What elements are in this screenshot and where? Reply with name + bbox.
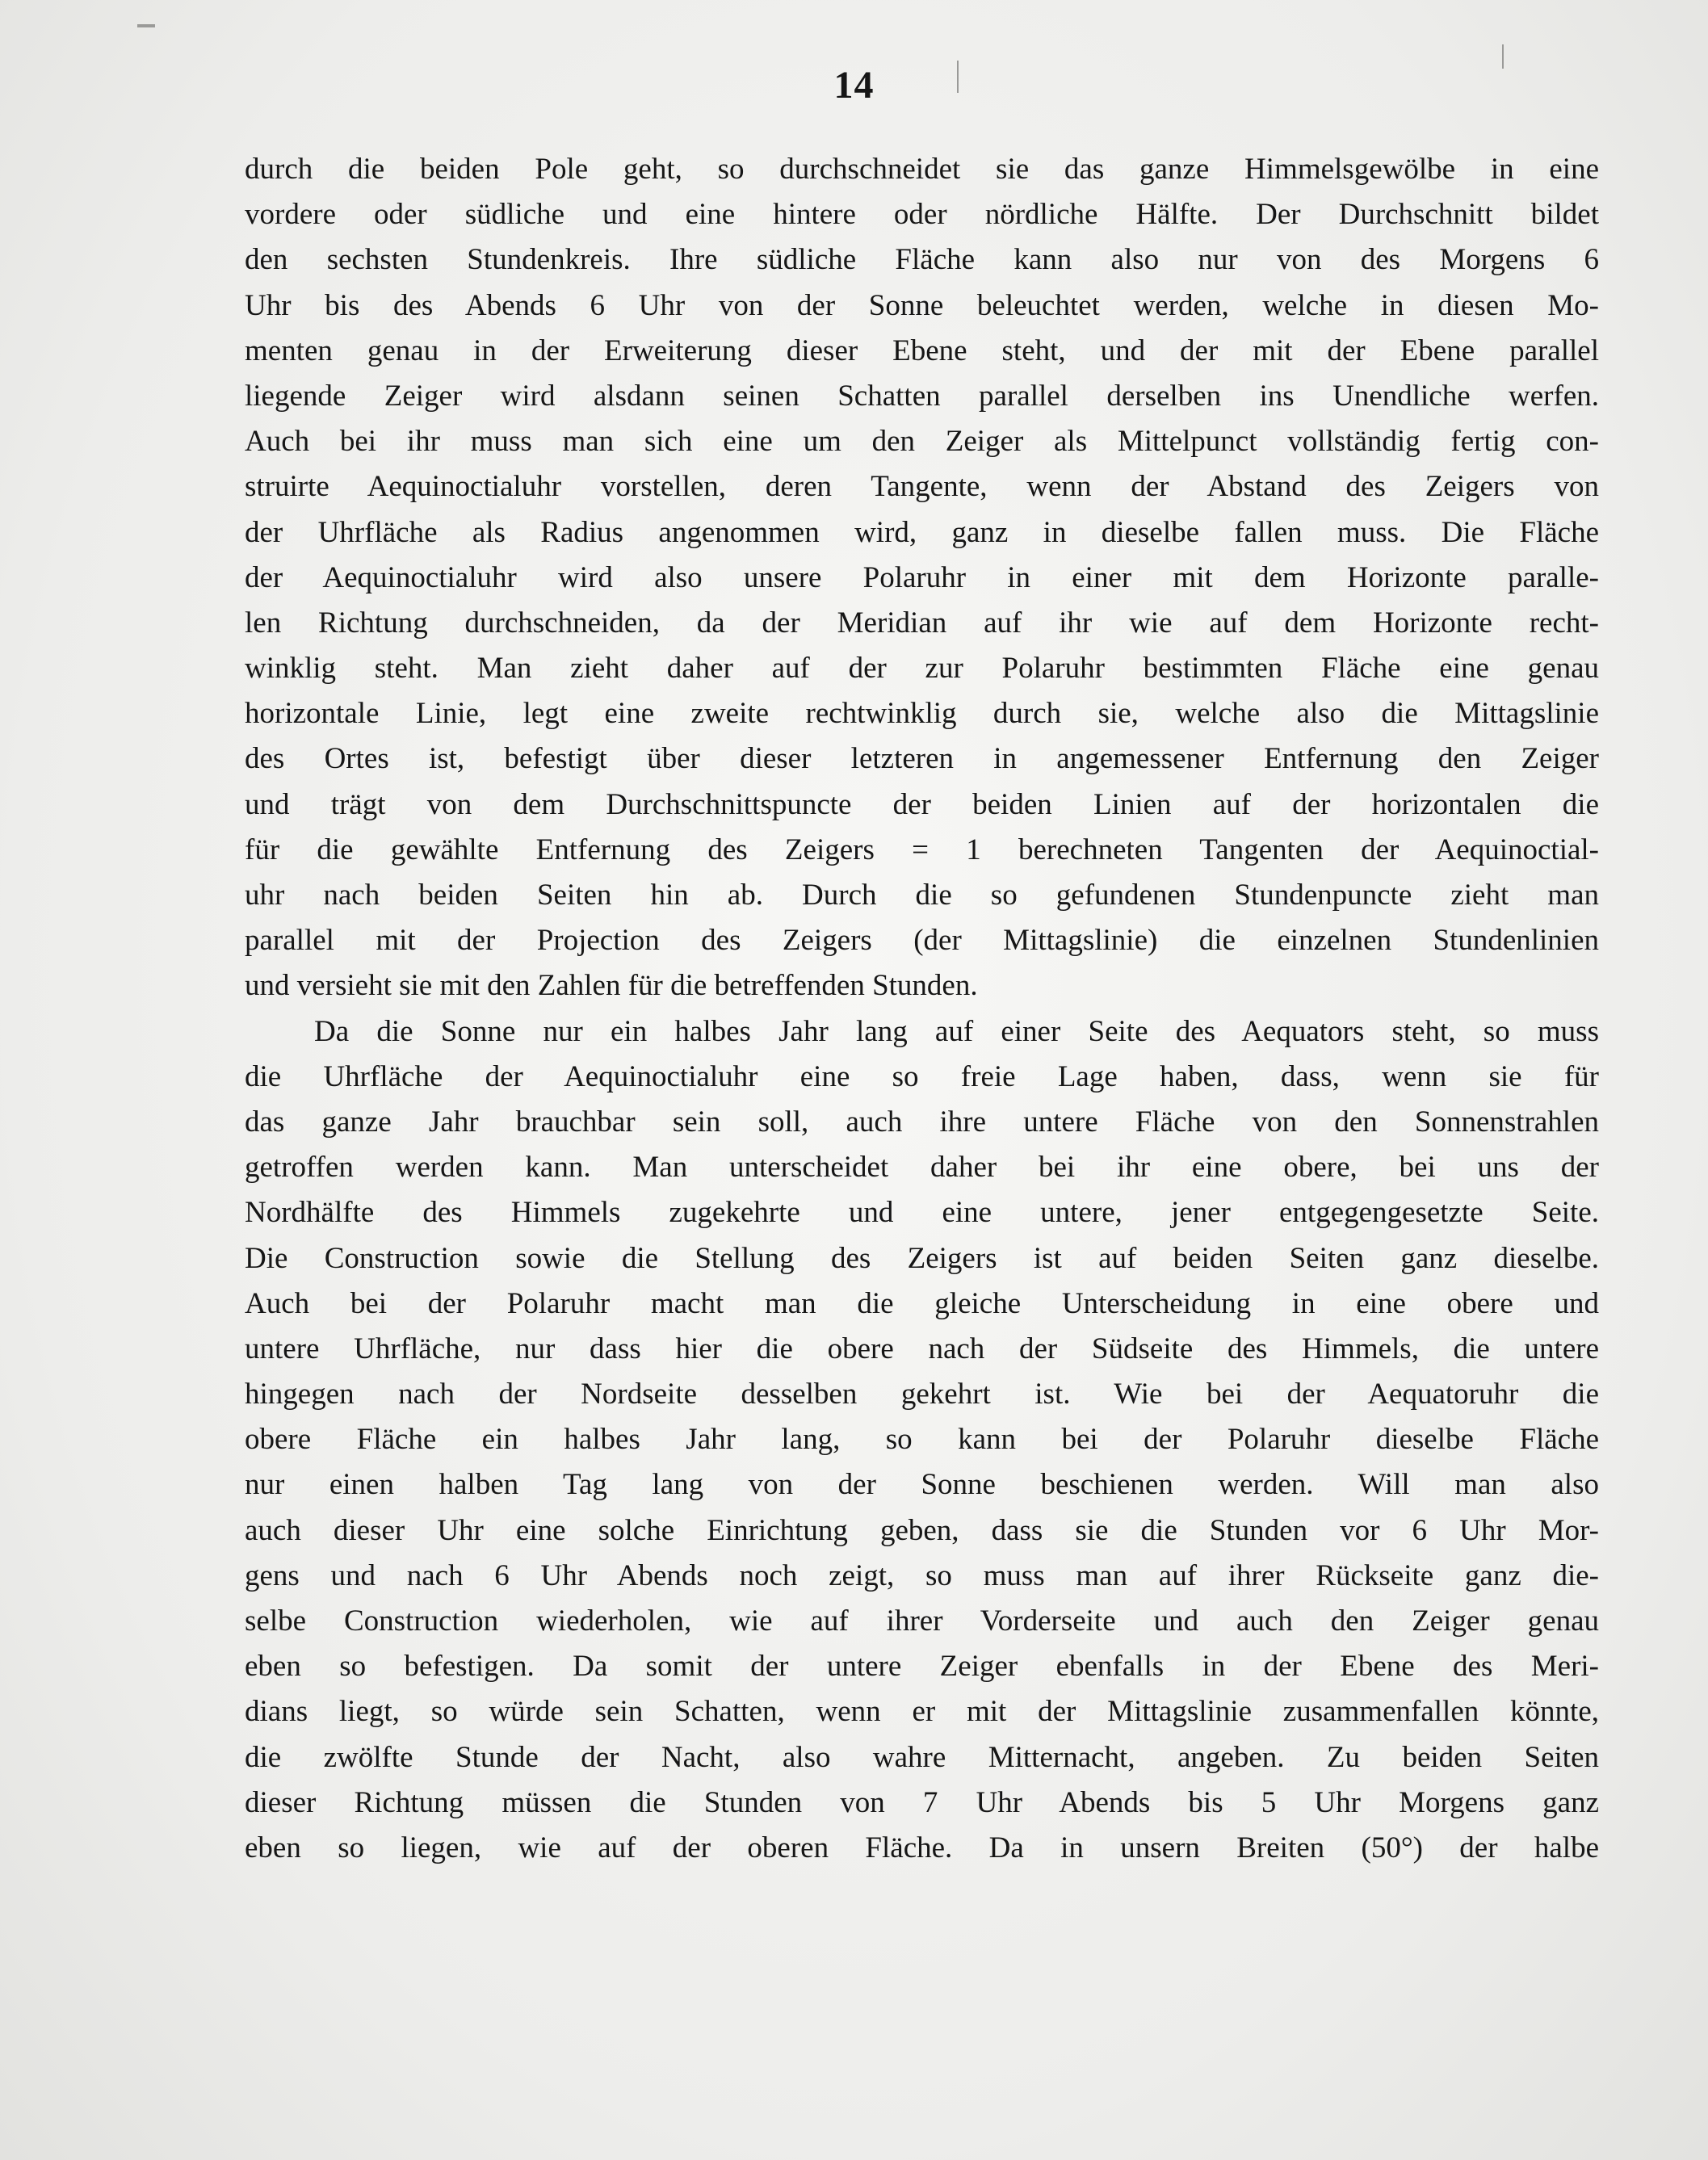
paragraph — [245, 147, 1599, 1009]
text-line: Auch bei ihr muss man sich eine um den Zeiger als Mittelpunct vollständig fertig con- — [245, 425, 1599, 459]
body-text — [245, 147, 1599, 1871]
text-line: den sechsten Stundenkreis. Ihre südliche Fläche kann also nur von des Morgens 6 — [245, 243, 1599, 277]
text-line: durch die beiden Pole geht, so durchschneidet sie das ganze Himmelsgewölbe in eine — [245, 153, 1599, 186]
text-line: und trägt von dem Durchschnittspuncte der beiden Linien auf der horizontalen die — [245, 787, 1599, 821]
text-line: untere Uhrfläche, nur dass hier die obere nach der Südseite des Himmels, die untere — [245, 1332, 1599, 1365]
text-line: auch dieser Uhr eine solche Einrichtung geben, dass sie die Stunden vor 6 Uhr Mor- — [245, 1513, 1599, 1547]
text-line: selbe Construction wiederholen, wie auf ihrer Vorderseite und auch den Zeiger genau — [245, 1604, 1599, 1638]
text-line: Uhr bis des Abends 6 Uhr von der Sonne beleuchtet werden, welche in diesen Mo- — [245, 288, 1599, 322]
text-line: uhr nach beiden Seiten hin ab. Durch die so gefundenen Stundenpuncte zieht man — [245, 879, 1599, 912]
text-line: Auch bei der Polaruhr macht man die gleiche Unterscheidung in eine obere und — [245, 1286, 1599, 1320]
text-line: der Aequinoctialuhr wird also unsere Polaruhr in einer mit dem Horizonte paralle- — [245, 560, 1599, 594]
text-line: des Ortes ist, befestigt über dieser letzteren in angemessener Entfernung den Zeiger — [245, 742, 1599, 776]
paragraph — [245, 1009, 1599, 1872]
page-number: 14 — [833, 64, 875, 107]
text-line: liegende Zeiger wird alsdann seinen Schatten parallel derselben ins Unendliche werfen. — [245, 379, 1599, 413]
text-line: die zwölfte Stunde der Nacht, also wahre Mitternacht, angeben. Zu beiden Seiten — [245, 1740, 1599, 1774]
text-line: nur einen halben Tag lang von der Sonne beschienen werden. Will man also — [245, 1468, 1599, 1502]
text-line: eben so liegen, wie auf der oberen Fläche. Da in unsern Breiten (50°) der halbe — [245, 1831, 1599, 1864]
text-line: dians liegt, so würde sein Schatten, wenn er mit der Mittagslinie zusammenfallen könnte, — [245, 1695, 1599, 1729]
text-line: die Uhrfläche der Aequinoctialuhr eine so freie Lage haben, dass, wenn sie für — [245, 1059, 1599, 1093]
text-line: struirte Aequinoctialuhr vorstellen, deren Tangente, wenn der Abstand des Zeigers von — [245, 470, 1599, 504]
text-line: vordere oder südliche und eine hintere oder nördliche Hälfte. Der Durchschnitt bildet — [245, 198, 1599, 232]
text-line: menten genau in der Erweiterung dieser Ebene steht, und der mit der Ebene parallel — [245, 333, 1599, 367]
text-line: das ganze Jahr brauchbar sein soll, auch ihre untere Fläche von den Sonnenstrahlen — [245, 1105, 1599, 1139]
text-line: parallel mit der Projection des Zeigers (der Mittagslinie) die einzelnen Stundenlinien — [245, 924, 1599, 958]
text-line: hingegen nach der Nordseite desselben gekehrt ist. Wie bei der Aequatoruhr die — [245, 1378, 1599, 1411]
text-line: getroffen werden kann. Man unterscheidet daher bei ihr eine obere, bei uns der — [245, 1151, 1599, 1185]
text-line: gens und nach 6 Uhr Abends noch zeigt, so muss man auf ihrer Rückseite ganz die- — [245, 1558, 1599, 1592]
text-line: winklig steht. Man zieht daher auf der zur Polaruhr bestimmten Fläche eine genau — [245, 652, 1599, 686]
scan-speck — [137, 24, 155, 27]
text-line: horizontale Linie, legt eine zweite rechtwinklig durch sie, welche also die Mittagslinie — [245, 697, 1599, 731]
text-line: obere Fläche ein halbes Jahr lang, so kann bei der Polaruhr dieselbe Fläche — [245, 1423, 1599, 1457]
text-line: der Uhrfläche als Radius angenommen wird, ganz in dieselbe fallen muss. Die Fläche — [245, 515, 1599, 549]
text-line: Da die Sonne nur ein halbes Jahr lang auf einer Seite des Aequators steht, so muss — [314, 1014, 1599, 1048]
text-line: Die Construction sowie die Stellung des Zeigers ist auf beiden Seiten ganz dieselbe. — [245, 1241, 1599, 1275]
text-line: eben so befestigen. Da somit der untere Zeiger ebenfalls in der Ebene des Meri- — [245, 1650, 1599, 1684]
text-line: und versieht sie mit den Zahlen für die betreffenden Stunden. — [245, 969, 978, 1003]
text-line: für die gewählte Entfernung des Zeigers = 1 berechneten Tangenten der Aequinoctial- — [245, 833, 1599, 866]
text-line: dieser Richtung müssen die Stunden von 7 Uhr Abends bis 5 Uhr Morgens ganz — [245, 1785, 1599, 1819]
text-line: len Richtung durchschneiden, da der Meridian auf ihr wie auf dem Horizonte recht- — [245, 606, 1599, 640]
text-line: Nordhälfte des Himmels zugekehrte und eine untere, jener entgegengesetzte Seite. — [245, 1196, 1599, 1230]
